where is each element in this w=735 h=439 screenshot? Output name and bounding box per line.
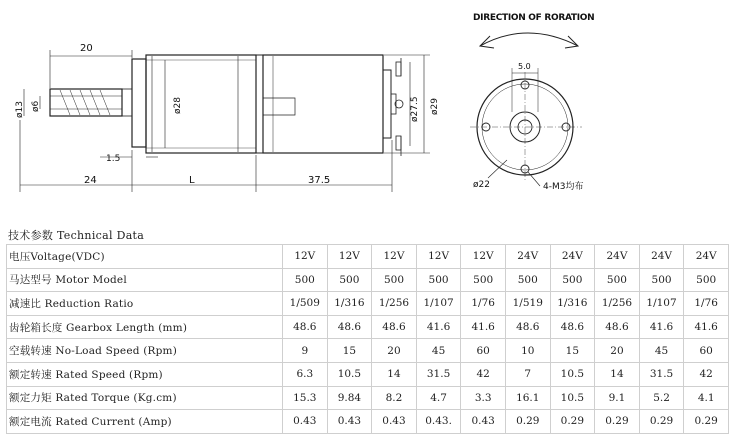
table-cell: 1/316 bbox=[550, 292, 595, 316]
table-cell: 41.6 bbox=[461, 315, 506, 339]
table-cell: 7 bbox=[505, 362, 550, 386]
table-cell: 1/107 bbox=[639, 292, 684, 316]
table-cell: 500 bbox=[327, 268, 372, 292]
table-cell: 48.6 bbox=[550, 315, 595, 339]
table-cell: 31.5 bbox=[416, 362, 461, 386]
dim-d13: ø13 bbox=[15, 101, 25, 118]
table-cell: 0.29 bbox=[684, 410, 729, 434]
table-cell: 9.1 bbox=[595, 386, 640, 410]
row-label: 减速比 Reduction Ratio bbox=[7, 292, 283, 316]
table-cell: 6.3 bbox=[283, 362, 328, 386]
table-row bbox=[7, 268, 729, 292]
row-label: 额定转速 Rated Speed (Rpm) bbox=[7, 362, 283, 386]
table-cell: 0.43 bbox=[461, 410, 506, 434]
table-cell: 1/509 bbox=[283, 292, 328, 316]
row-label: 空载转速 No-Load Speed (Rpm) bbox=[7, 339, 283, 363]
table-cell: 1/256 bbox=[372, 292, 417, 316]
table-cell: 500 bbox=[550, 268, 595, 292]
rotation-direction-label: DIRECTION OF RORATION bbox=[473, 13, 595, 23]
table-cell: 20 bbox=[595, 339, 640, 363]
table-cell: 42 bbox=[684, 362, 729, 386]
table-cell: 10.5 bbox=[550, 362, 595, 386]
table-cell: 12V bbox=[416, 245, 461, 269]
table-cell: 41.6 bbox=[639, 315, 684, 339]
dimension-lines bbox=[20, 50, 430, 192]
table-row bbox=[7, 410, 729, 434]
table-cell: 12V bbox=[461, 245, 506, 269]
row-label: 电压Voltage(VDC) bbox=[7, 245, 283, 269]
table-cell: 12V bbox=[327, 245, 372, 269]
table-cell: 4.1 bbox=[684, 386, 729, 410]
table-cell: 31.5 bbox=[639, 362, 684, 386]
table-cell: 15.3 bbox=[283, 386, 328, 410]
table-cell: 48.6 bbox=[327, 315, 372, 339]
table-cell: 45 bbox=[639, 339, 684, 363]
table-row bbox=[7, 362, 729, 386]
table-cell: 1/316 bbox=[327, 292, 372, 316]
table-cell: 45 bbox=[416, 339, 461, 363]
table-cell: 24V bbox=[595, 245, 640, 269]
table-cell: 0.29 bbox=[505, 410, 550, 434]
row-label: 额定力矩 Rated Torque (Kg.cm) bbox=[7, 386, 283, 410]
table-cell: 500 bbox=[461, 268, 506, 292]
table-cell: 48.6 bbox=[505, 315, 550, 339]
table-cell: 0.29 bbox=[550, 410, 595, 434]
dim-5-0: 5.0 bbox=[518, 62, 531, 71]
row-label: 马达型号 Motor Model bbox=[7, 268, 283, 292]
table-cell: 1/256 bbox=[595, 292, 640, 316]
section-title: 技术参数 Technical Data bbox=[8, 229, 145, 242]
table-cell: 14 bbox=[595, 362, 640, 386]
table-cell: 24V bbox=[639, 245, 684, 269]
table-cell: 8.2 bbox=[372, 386, 417, 410]
table-cell: 14 bbox=[372, 362, 417, 386]
table-cell: 41.6 bbox=[416, 315, 461, 339]
table-cell: 1/76 bbox=[684, 292, 729, 316]
dim-20: 20 bbox=[80, 43, 93, 54]
table-cell: 10.5 bbox=[550, 386, 595, 410]
table-cell: 0.43 bbox=[327, 410, 372, 434]
dim-d6: ø6 bbox=[31, 100, 41, 112]
table-cell: 500 bbox=[505, 268, 550, 292]
table-cell: 5.2 bbox=[639, 386, 684, 410]
table-cell: 24V bbox=[550, 245, 595, 269]
table-cell: 20 bbox=[372, 339, 417, 363]
table-cell: 10.5 bbox=[327, 362, 372, 386]
table-cell: 500 bbox=[639, 268, 684, 292]
row-label: 齿轮箱长度 Gearbox Length (mm) bbox=[7, 315, 283, 339]
table-cell: 4.7 bbox=[416, 386, 461, 410]
table-cell: 500 bbox=[595, 268, 640, 292]
table-cell: 48.6 bbox=[372, 315, 417, 339]
table-cell: 9 bbox=[283, 339, 328, 363]
table-row bbox=[7, 315, 729, 339]
dim-d22: ø22 bbox=[473, 180, 490, 190]
table-cell: 16.1 bbox=[505, 386, 550, 410]
mounting-holes-label: 4-M3均布 bbox=[543, 182, 584, 192]
table-cell: 500 bbox=[283, 268, 328, 292]
dim-d29: ø29 bbox=[430, 98, 440, 115]
table-cell: 1/76 bbox=[461, 292, 506, 316]
table-cell: 500 bbox=[684, 268, 729, 292]
motor-body bbox=[256, 55, 403, 156]
dim-d27-5: ø27.5 bbox=[410, 96, 420, 122]
dim-1-5: 1.5 bbox=[106, 154, 121, 164]
dim-L: L bbox=[189, 175, 195, 186]
table-cell: 3.3 bbox=[461, 386, 506, 410]
table-cell: 41.6 bbox=[684, 315, 729, 339]
technical-data-table bbox=[6, 244, 729, 434]
table-cell: 0.43 bbox=[372, 410, 417, 434]
output-shaft bbox=[50, 89, 132, 116]
table-cell: 12V bbox=[283, 245, 328, 269]
table-cell: 500 bbox=[416, 268, 461, 292]
table-cell: 0.43 bbox=[283, 410, 328, 434]
table-row bbox=[7, 292, 729, 316]
row-label: 额定电流 Rated Current (Amp) bbox=[7, 410, 283, 434]
table-cell: 60 bbox=[684, 339, 729, 363]
table-cell: 15 bbox=[550, 339, 595, 363]
table-cell: 0.29 bbox=[639, 410, 684, 434]
table-cell: 1/107 bbox=[416, 292, 461, 316]
table-cell: 24V bbox=[684, 245, 729, 269]
table-row bbox=[7, 386, 729, 410]
table-cell: 0.43. bbox=[416, 410, 461, 434]
dim-24: 24 bbox=[84, 175, 97, 186]
table-cell: 9.84 bbox=[327, 386, 372, 410]
table-cell: 500 bbox=[372, 268, 417, 292]
table-row bbox=[7, 339, 729, 363]
dim-d28: ø28 bbox=[173, 97, 183, 114]
table-cell: 1/519 bbox=[505, 292, 550, 316]
table-cell: 60 bbox=[461, 339, 506, 363]
table-cell: 24V bbox=[505, 245, 550, 269]
table-cell: 48.6 bbox=[283, 315, 328, 339]
table-cell: 42 bbox=[461, 362, 506, 386]
table-cell: 48.6 bbox=[595, 315, 640, 339]
table-cell: 0.29 bbox=[595, 410, 640, 434]
gearbox-body bbox=[132, 55, 256, 153]
dim-37-5: 37.5 bbox=[308, 175, 331, 186]
table-row bbox=[7, 245, 729, 269]
table-cell: 10 bbox=[505, 339, 550, 363]
table-cell: 15 bbox=[327, 339, 372, 363]
table-cell: 12V bbox=[372, 245, 417, 269]
front-view bbox=[470, 33, 582, 186]
